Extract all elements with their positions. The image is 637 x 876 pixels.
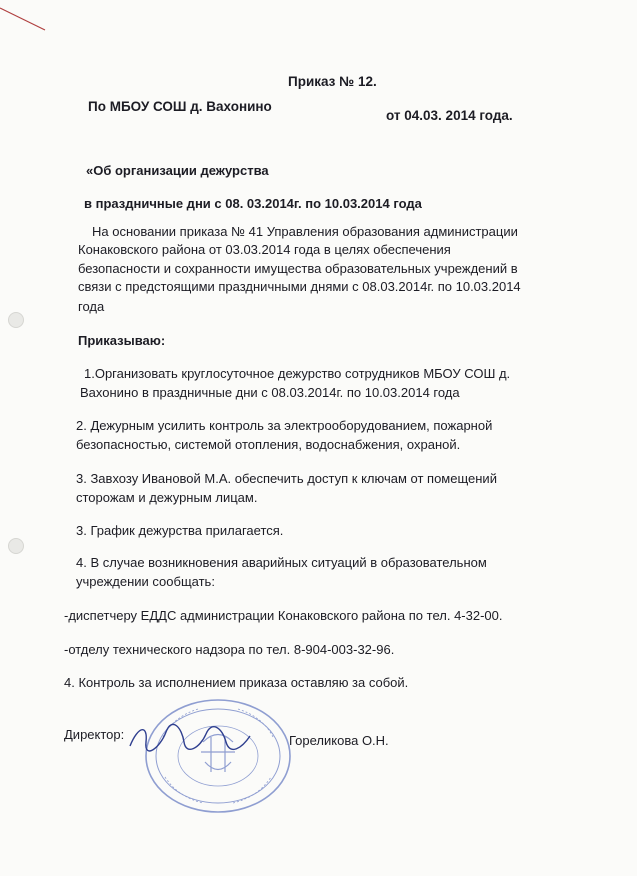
preamble-line-3: безопасности и сохранности имущества образовательных учреждений в bbox=[78, 261, 518, 276]
order-heading: Приказываю: bbox=[78, 333, 166, 348]
item-4-line-1: 4. В случае возникновения аварийных ситуаций в образовательном bbox=[76, 555, 487, 570]
preamble-line-1: На основании приказа № 41 Управления образования администрации bbox=[92, 224, 518, 239]
item-4-sub-1: -диспетчеру ЕДДС администрации Конаковского района по тел. 4-32-00. bbox=[64, 608, 503, 623]
item-4b: 4. Контроль за исполнением приказа оставляю за собой. bbox=[64, 675, 409, 690]
document-date: от 04.03. 2014 года. bbox=[386, 108, 513, 123]
item-4-line-2: учреждении сообщать: bbox=[76, 574, 215, 589]
handwritten-signature bbox=[120, 718, 270, 758]
item-3b: 3. График дежурства прилагается. bbox=[76, 523, 284, 538]
punch-hole-top bbox=[8, 312, 24, 328]
organization-line: По МБОУ СОШ д. Вахонино bbox=[88, 99, 272, 114]
item-3-line-2: сторожам и дежурным лицам. bbox=[76, 490, 258, 505]
punch-hole-bottom bbox=[8, 538, 24, 554]
item-2-line-2: безопасностью, системой отопления, водоснабжения, охраной. bbox=[76, 437, 461, 452]
item-4-sub-2: -отделу технического надзора по тел. 8-904-003-32-96. bbox=[64, 642, 395, 657]
preamble-line-4: связи с предстоящими праздничными днями с 08.03.2014г. по 10.03.2014 bbox=[78, 279, 521, 294]
signature-role: Директор: bbox=[64, 727, 125, 742]
item-1-line-2: Вахонино в праздничные дни с 08.03.2014г. по 10.03.2014 года bbox=[80, 385, 460, 400]
document-title: Приказ № 12. bbox=[288, 74, 377, 89]
subject-line-1: «Об организации дежурства bbox=[86, 163, 269, 178]
item-1-line-1: 1.Организовать круглосуточное дежурство сотрудников МБОУ СОШ д. bbox=[84, 366, 511, 381]
item-2-line-1: 2. Дежурным усилить контроль за электрооборудованием, пожарной bbox=[76, 418, 493, 433]
preamble-line-2: Конаковского района от 03.03.2014 года в целях обеспечения bbox=[78, 242, 451, 257]
preamble-line-5: года bbox=[78, 299, 105, 314]
signature-name: Гореликова О.Н. bbox=[289, 733, 389, 748]
item-3-line-1: 3. Завхозу Ивановой М.А. обеспечить доступ к ключам от помещений bbox=[76, 471, 497, 486]
subject-line-2: в праздничные дни с 08. 03.2014г. по 10.03.2014 года bbox=[84, 196, 422, 211]
corner-mark bbox=[0, 0, 50, 40]
